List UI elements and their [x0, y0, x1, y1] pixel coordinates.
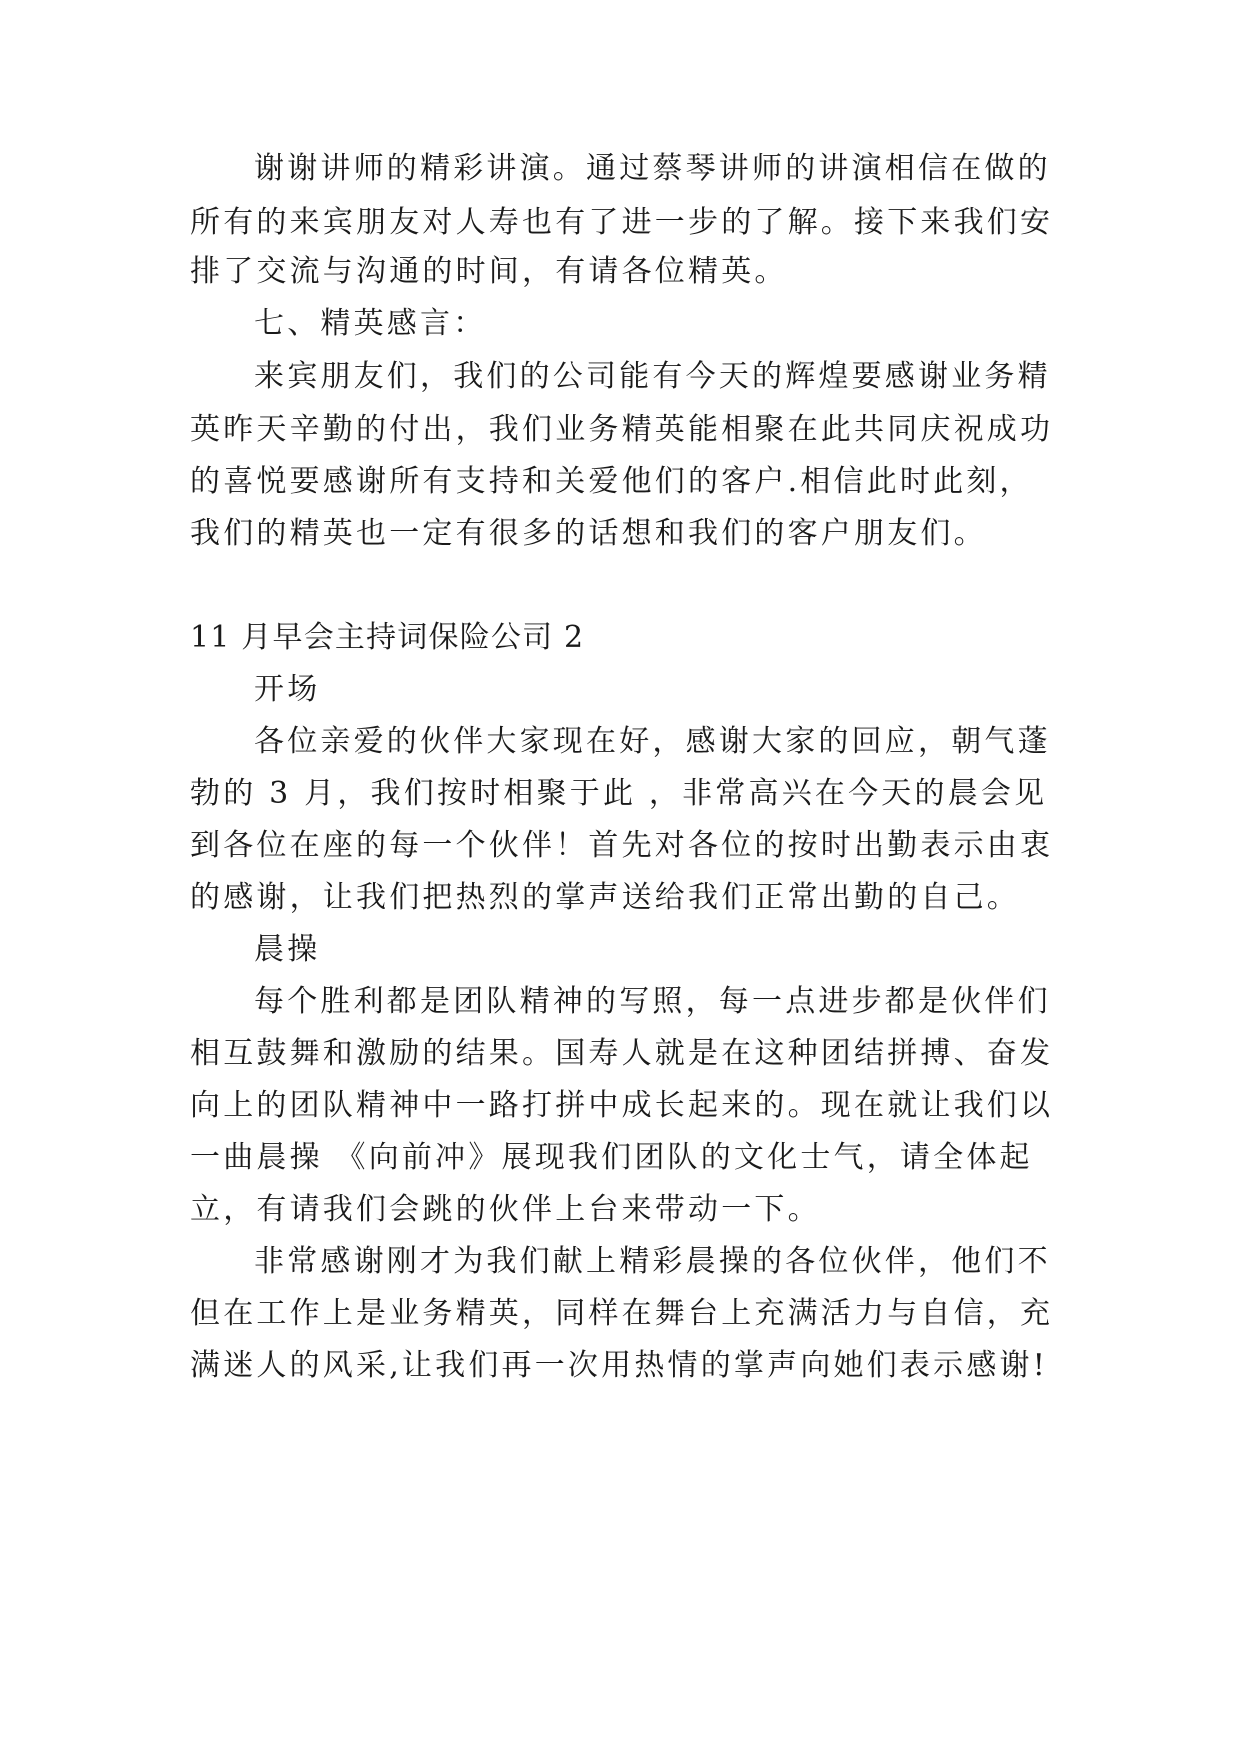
paragraph-line: 非常感谢刚才为我们献上精彩晨操的各位伙伴，他们不 — [254, 1244, 1051, 1279]
paragraph-line: 相互鼓舞和激励的结果。国寿人就是在这种团结拼搏、奋发 — [190, 1036, 1054, 1071]
paragraph-line: 我们的精英也一定有很多的话想和我们的客户朋友们。 — [190, 516, 987, 551]
paragraph-line: 各位亲爱的伙伴大家现在好，感谢大家的回应，朝气蓬 — [254, 724, 1051, 759]
paragraph-line: 所有的来宾朋友对人寿也有了进一步的了解。接下来我们安 — [190, 205, 1054, 240]
paragraph-line: 每个胜利都是团队精神的写照，每一点进步都是伙伴们 — [254, 984, 1051, 1019]
section-heading: 七、精英感言： — [254, 306, 487, 341]
paragraph-line: 的喜悦要感谢所有支持和关爱他们的客户.相信此时此刻， — [190, 464, 1033, 499]
subsection-label: 晨操 — [254, 932, 321, 967]
subsection-label: 开场 — [254, 672, 321, 707]
paragraph-line: 勃的 3 月，我们按时相聚于此 ，非常高兴在今天的晨会见 — [190, 776, 1048, 811]
paragraph-line: 到各位在座的每一个伙伴！首先对各位的按时出勤表示由衷 — [190, 828, 1054, 863]
paragraph-line: 一曲晨操 《向前冲》展现我们团队的文化士气，请全体起 — [190, 1140, 1033, 1175]
paragraph-line: 英昨天辛勤的付出，我们业务精英能相聚在此共同庆祝成功 — [190, 412, 1054, 447]
paragraph-line: 但在工作上是业务精英，同样在舞台上充满活力与自信，充 — [190, 1296, 1054, 1331]
paragraph-line: 立，有请我们会跳的伙伴上台来带动一下。 — [190, 1192, 821, 1227]
document-title: 11 月早会主持词保险公司 2 — [190, 620, 585, 655]
paragraph-line: 的感谢，让我们把热烈的掌声送给我们正常出勤的自己。 — [190, 880, 1020, 915]
paragraph-line: 谢谢讲师的精彩讲演。通过蔡琴讲师的讲演相信在做的 — [254, 151, 1051, 186]
paragraph-line: 满迷人的风采,让我们再一次用热情的掌声向她们表示感谢! — [190, 1348, 1048, 1383]
paragraph-line: 向上的团队精神中一路打拼中成长起来的。现在就让我们以 — [190, 1088, 1054, 1123]
paragraph-line: 来宾朋友们，我们的公司能有今天的辉煌要感谢业务精 — [254, 359, 1051, 394]
paragraph-line: 排了交流与沟通的时间，有请各位精英。 — [190, 254, 788, 289]
